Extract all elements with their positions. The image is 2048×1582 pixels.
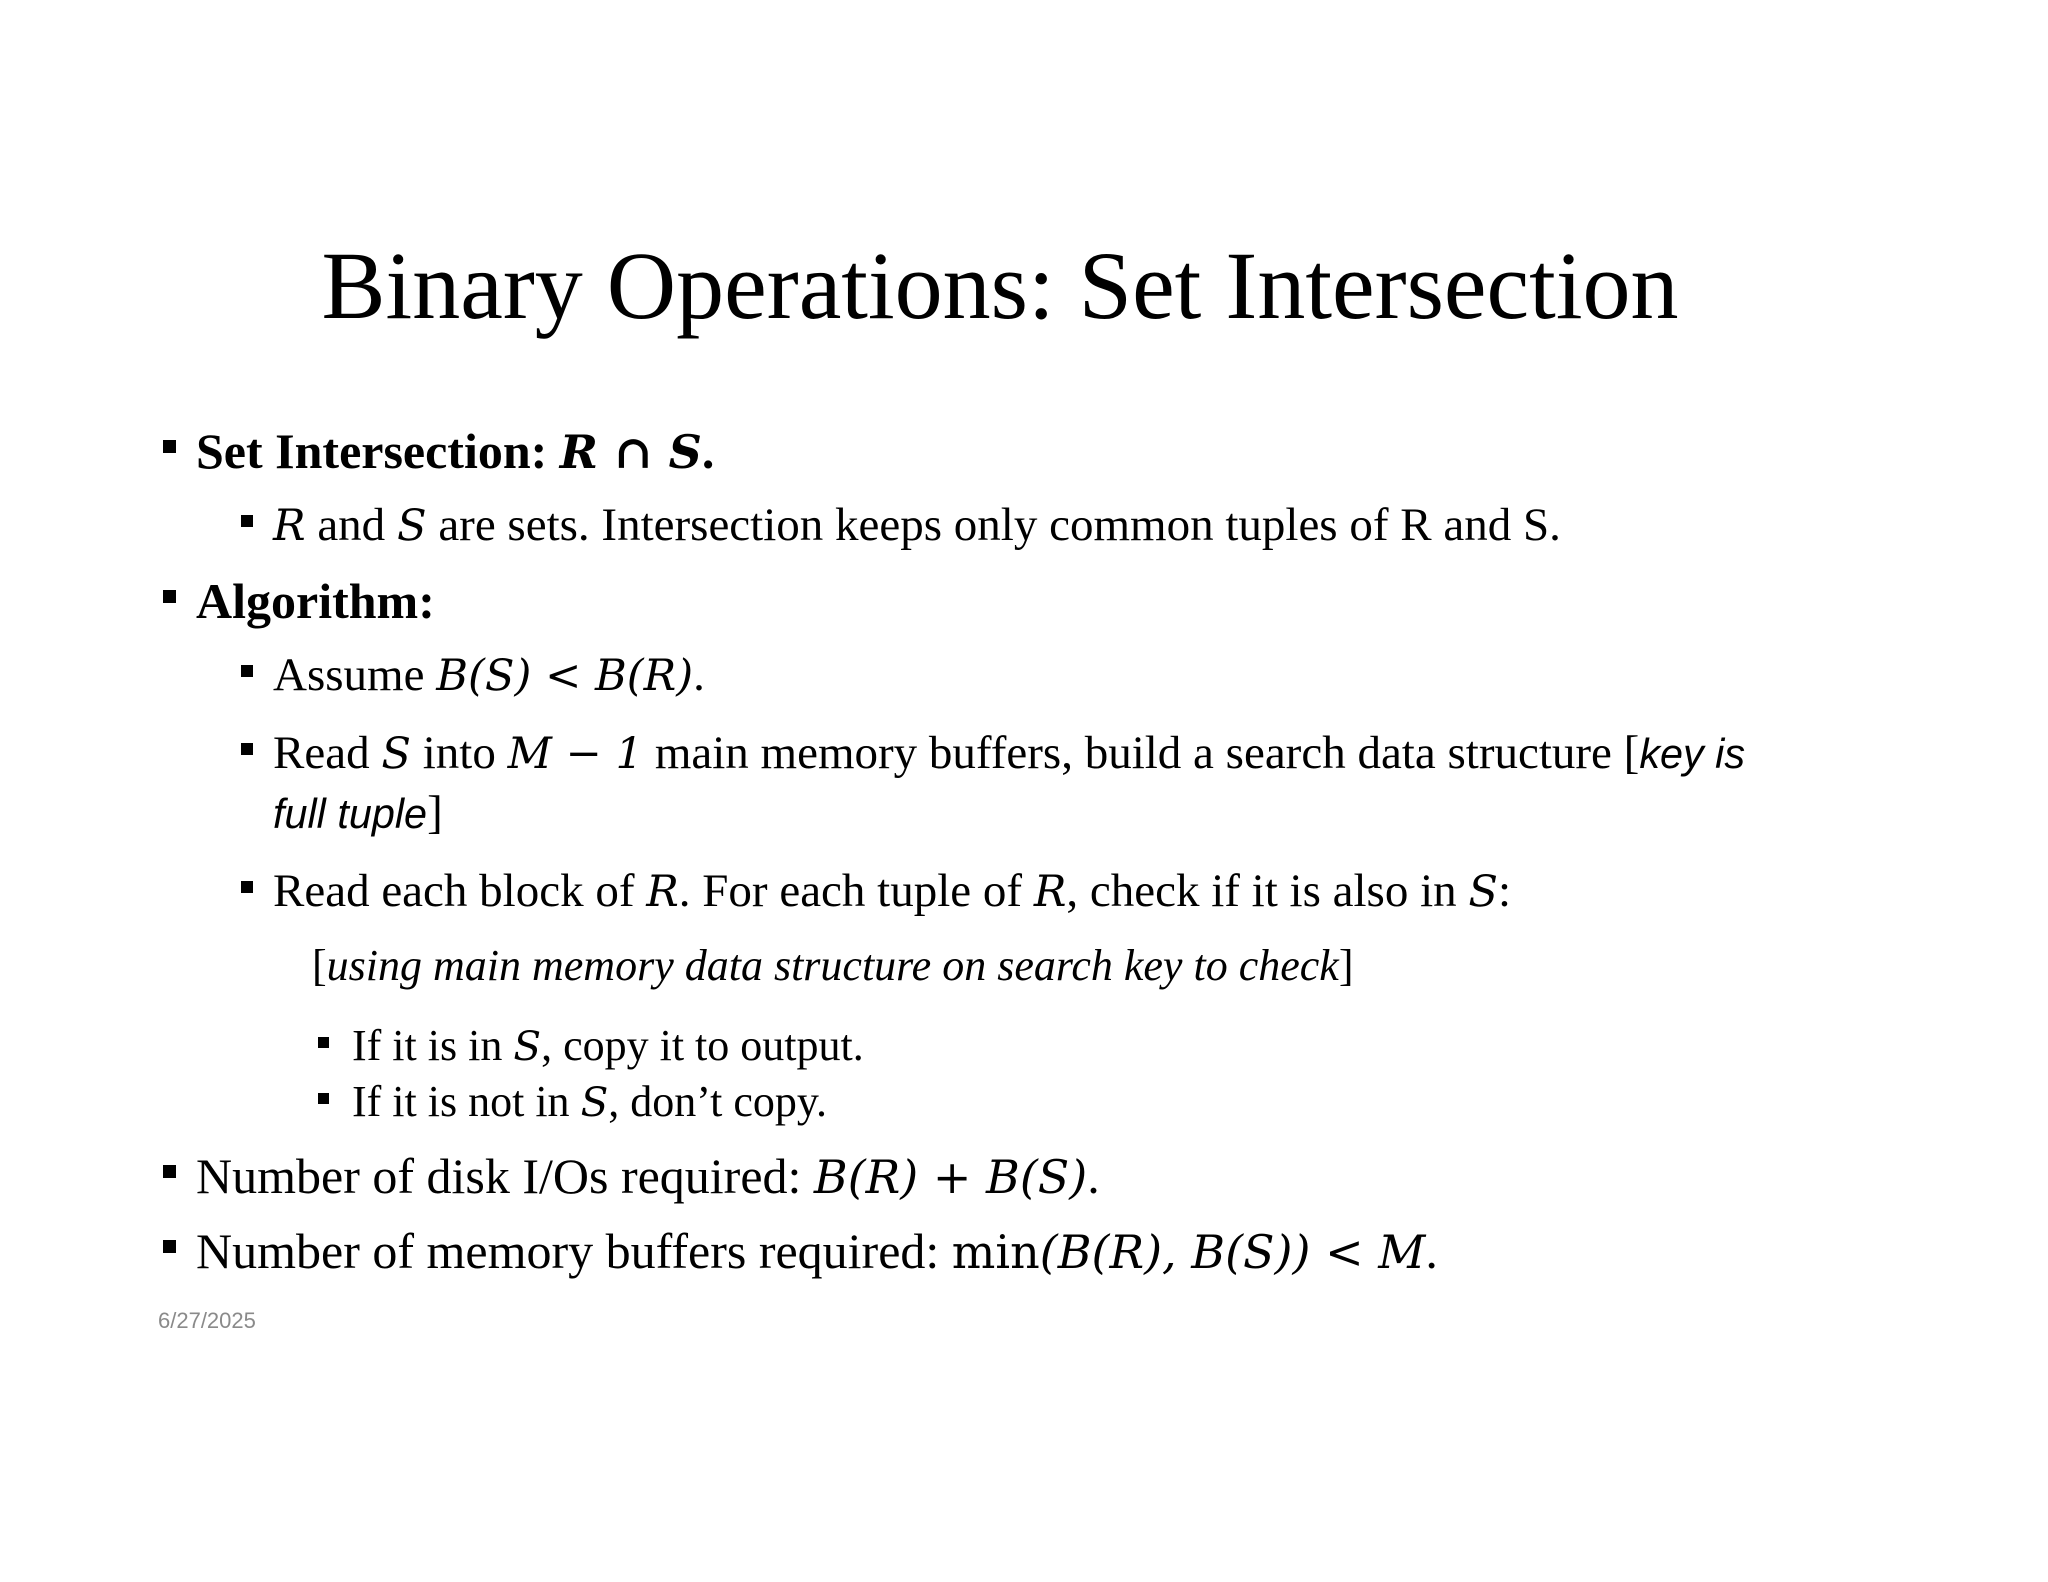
math-r: R [1033,867,1067,917]
text: and [305,499,397,551]
text: Number of memory buffers required: [196,1223,952,1279]
math-expression: B(R) + B(S) [813,1150,1088,1204]
math-expression: (B(R), B(S)) < M [1039,1225,1426,1279]
bullet-square-icon [241,515,253,527]
text: Assume [273,649,437,701]
bullet-square-icon [241,881,253,893]
bullet-square-icon [318,1037,329,1048]
text: , copy it to output. [541,1021,864,1070]
text: , don’t copy. [608,1077,828,1126]
bullet-disk-ios [196,1148,1100,1204]
punct: : [1498,865,1512,917]
bullet-algorithm: Algorithm: [196,573,435,629]
bullet-square-icon [163,1240,176,1253]
full-tuple-text: full tuple [273,791,428,837]
bullet-square-icon [163,1165,176,1178]
math-r: R [273,501,306,551]
punct: [ [312,941,327,990]
bullet-if-not-in-s [352,1077,828,1126]
bullet-square-icon [318,1093,329,1104]
math-s: S [580,1078,609,1126]
math-min: min [951,1225,1040,1279]
math-s: S [396,501,427,551]
text: are sets. Intersection keeps only common tuples of R and S. [426,499,1561,551]
bullet-if-in-s [352,1021,864,1070]
math-r: R [559,425,599,479]
bullet-read-s [273,727,1746,779]
slide-title: Binary Operations: Set Intersection [321,232,1679,339]
math-s: S [668,425,702,479]
punct: . [1425,1223,1438,1279]
math-s: S [1468,867,1499,917]
bullet-square-icon [163,440,176,453]
bullet-square-icon [163,590,176,603]
bullet-set-intersection [196,423,715,479]
bullet-square-icon [241,665,253,677]
text: into [410,727,508,779]
slide-date: 6/27/2025 [158,1308,256,1333]
bullet-assume [273,649,705,701]
text: Read each block of [273,865,647,917]
note-using-main-memory [312,941,1354,990]
punct: ] [427,787,443,839]
text: . For each tuple of [678,865,1034,917]
punct: ] [1338,941,1354,990]
text: If it is not in [352,1077,581,1126]
key-is-text: key is [1639,731,1746,777]
math-expression: B(S) < B(R) [436,651,694,701]
math-m-minus-1: M − 1 [507,729,644,779]
set-intersection-label: Set Intersection: [196,423,560,479]
bullet-sets-description [273,499,1561,551]
math-cap: ∩ [598,425,669,479]
text: If it is in [352,1021,514,1070]
bullet-read-r [273,865,1512,917]
note-text: using main memory data structure on search key to check [326,941,1339,990]
math-r: R [646,867,679,917]
math-s: S [513,1022,542,1070]
text: Read [273,727,382,779]
punct: . [701,423,715,479]
text: , check if it is also in [1066,865,1469,917]
punct: . [693,649,705,701]
punct: . [1087,1148,1100,1204]
bullet-read-s-continued [273,787,443,839]
math-s: S [381,729,411,779]
text: Number of disk I/Os required: [196,1148,814,1204]
bullet-memory-buffers [196,1223,1438,1279]
text: main memory buffers, build a search data structure [ [643,727,1640,779]
bullet-square-icon [241,743,253,755]
